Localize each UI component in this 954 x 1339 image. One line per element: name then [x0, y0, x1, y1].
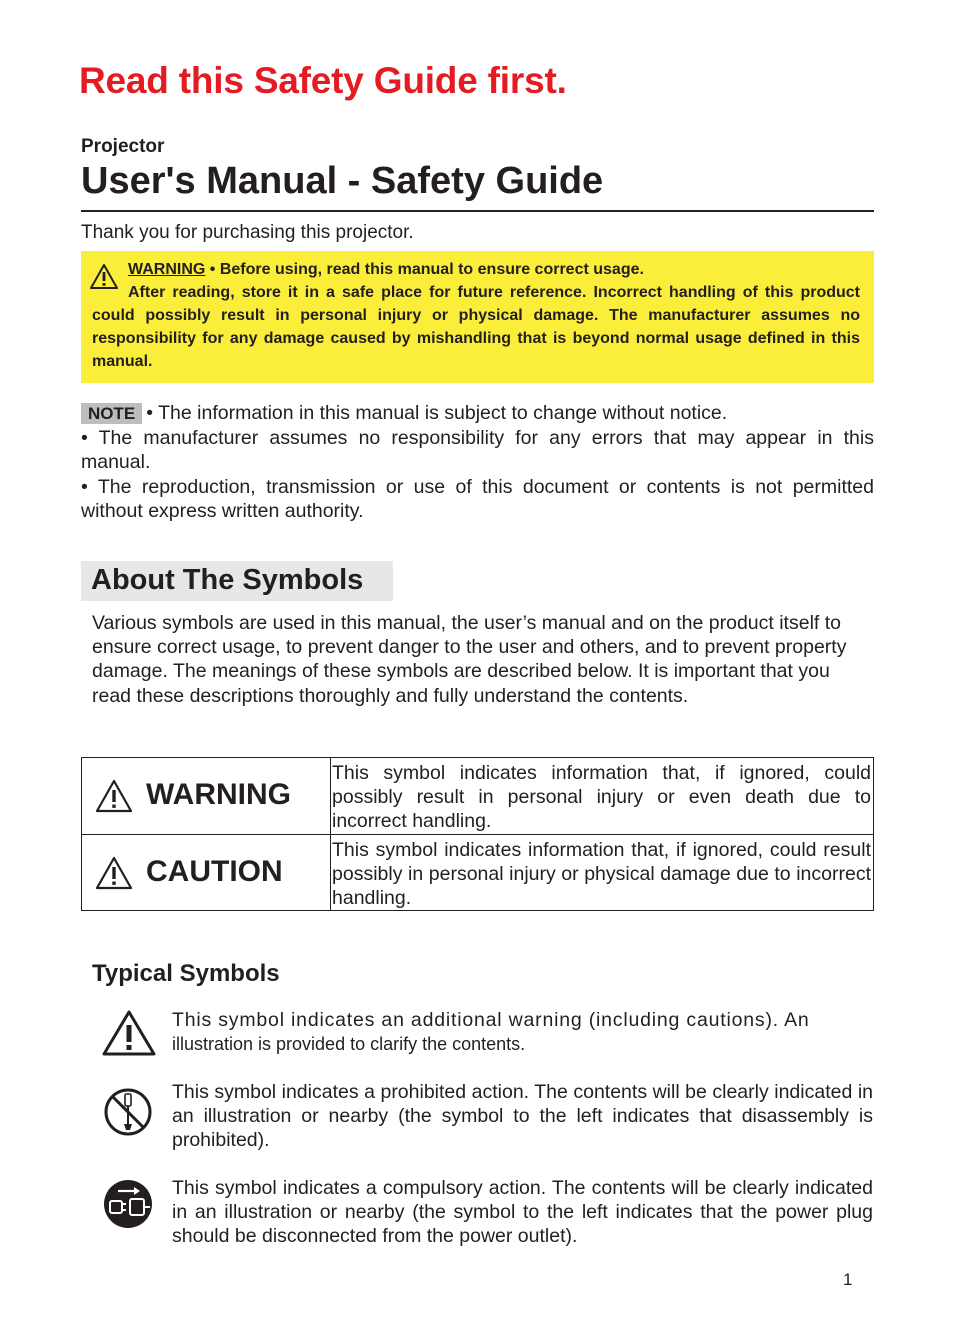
note-item: NOTE • The information in this manual is subject to change without notice. [81, 401, 874, 426]
note-item: • The manufacturer assumes no responsibility for any errors that may appear in this manual. [81, 426, 874, 473]
symbol-explanation: This symbol indicates an additional warning (including cautions). An illustration is provided to clarify the contents. [172, 1009, 810, 1054]
thank-you-text: Thank you for purchasing this projector. [81, 222, 414, 243]
warning-triangle-icon [94, 778, 134, 814]
symbol-label: CAUTION [146, 855, 283, 888]
section-heading: About The Symbols [81, 561, 393, 601]
symbols-intro: Various symbols are used in this manual, the user’s manual and on the product itself to ensure correct usage, to prevent danger to the user and others, and to prevent property damage. The meanings of these symbols are described below. It is important that you read these descriptions thoroughly and fully understand the contents. [92, 612, 847, 707]
warning-triangle-icon [100, 1008, 158, 1058]
note-tag: NOTE [81, 403, 142, 424]
table-row [82, 758, 873, 835]
typical-symbols-heading: Typical Symbols [92, 960, 280, 987]
warning-box-line1: • Before using, read this manual to ensure correct usage. [205, 261, 644, 278]
symbol-label-cell [82, 758, 331, 834]
symbol-label-cell [82, 835, 331, 911]
prohibited-disassembly-icon [102, 1086, 154, 1138]
symbol-explanation: This symbol indicates a compulsory action. The contents will be clearly indicated in an illustration or nearby (the symbol to the left indicates that the power plug should be disconnected from the power outlet). [172, 1177, 873, 1247]
page-number: 1 [843, 1270, 853, 1289]
notes-block [81, 401, 874, 524]
symbol-description: This symbol indicates information that, if ignored, could possibly result in personal injury or even death due to incorrect handling. [332, 762, 871, 832]
title-divider [81, 210, 874, 212]
page-title: User's Manual - Safety Guide [81, 160, 604, 202]
warning-triangle-icon [94, 855, 134, 891]
warning-box-label: WARNING [128, 261, 206, 278]
unplug-power-icon [102, 1178, 154, 1230]
symbol-label: WARNING [146, 778, 291, 811]
product-label: Projector [81, 136, 165, 157]
note-item: • The reproduction, transmission or use of this document or contents is not permitted without express written authority. [81, 475, 874, 522]
symbol-explanation: This symbol indicates a prohibited action. The contents will be clearly indicated in an illustration or nearby (the symbol to the left indicates that disassembly is prohibited). [172, 1081, 873, 1151]
table-row [82, 835, 873, 911]
warning-box [81, 251, 874, 383]
symbols-table [81, 757, 874, 911]
safety-guide-heading: Read this Safety Guide first. [79, 60, 567, 101]
warning-box-body: After reading, store it in a safe place for future reference. Incorrect handling of this product could possibly result in personal injury or physical damage. The manufacturer assumes no responsibility for any damage caused by mishandling that is beyond normal usage defined in this manual. [92, 284, 860, 370]
warning-box-text [92, 258, 860, 373]
symbol-description: This symbol indicates information that, if ignored, could result possibly in personal injury or physical damage due to incorrect handling. [332, 839, 871, 909]
